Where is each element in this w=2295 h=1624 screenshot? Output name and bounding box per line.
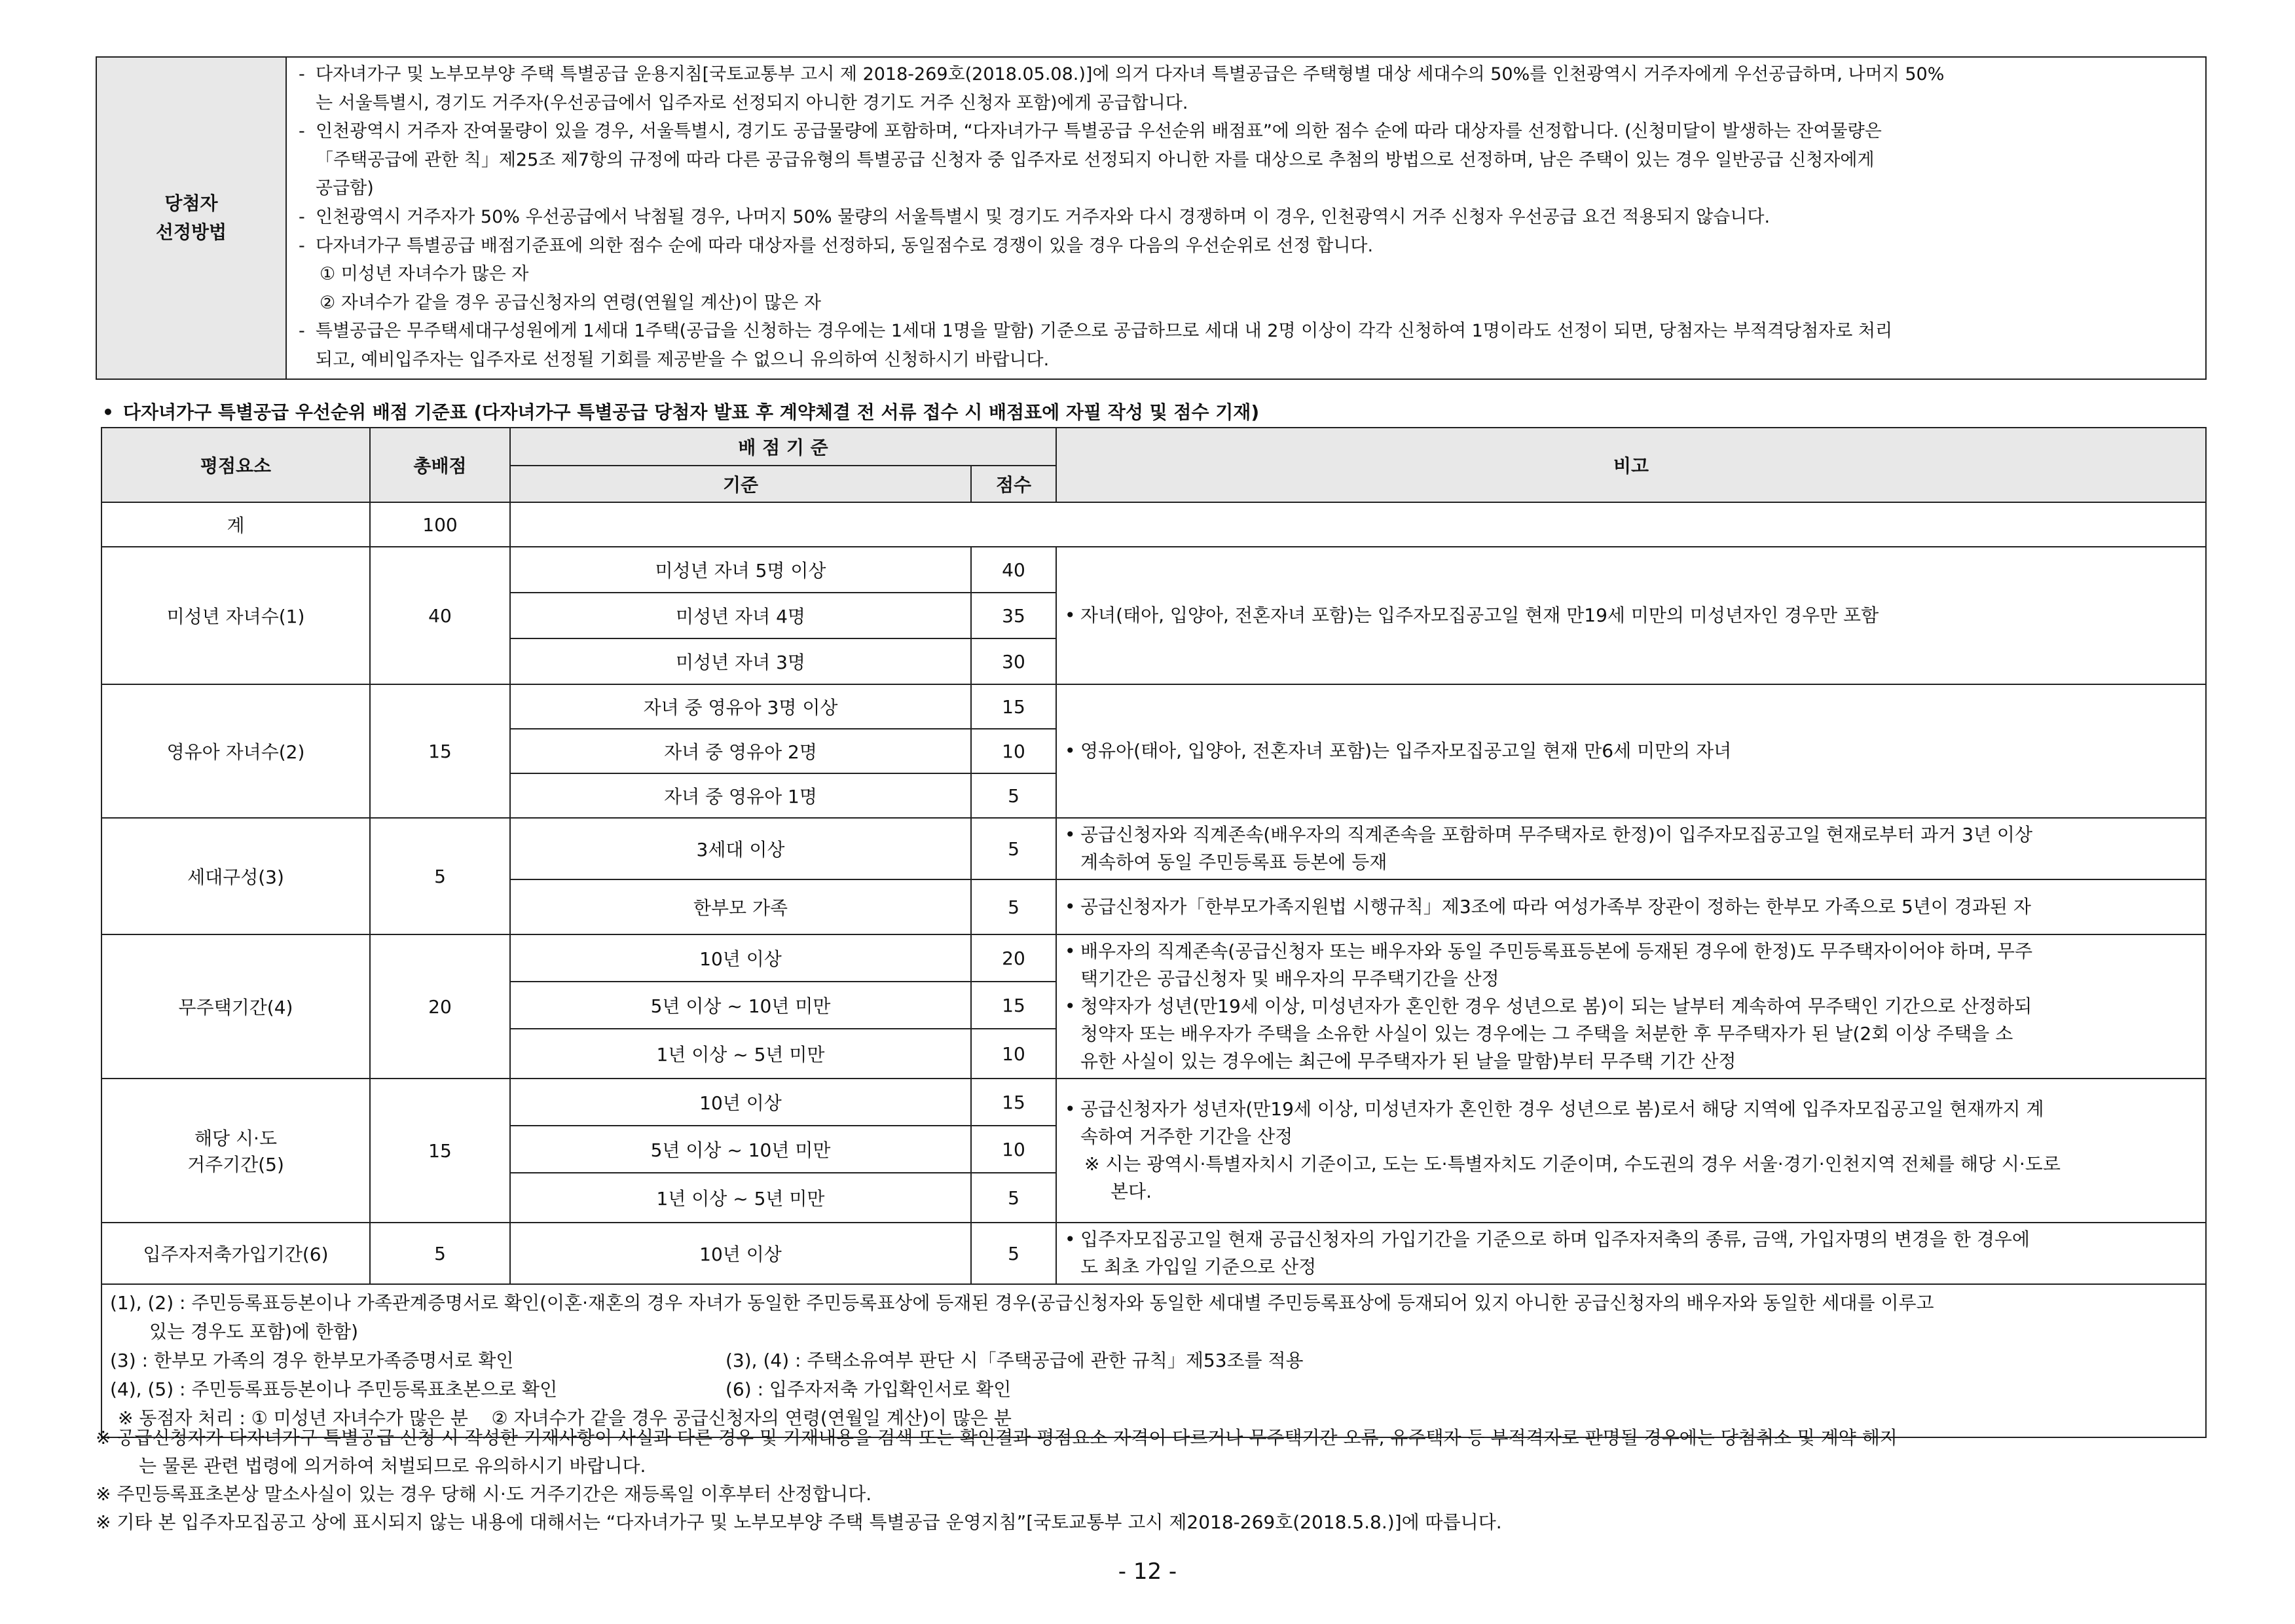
total-empty-cell	[510, 502, 2206, 547]
remark-line: 계속하여 동일 주민등록표 등본에 등재	[1080, 851, 1387, 873]
footer-note: ※ 주민등록표초본상 말소사실이 있는 경우 당해 시·도 거주기간은 재등록일 이후부터 산정합니다.	[96, 1483, 872, 1505]
remark-line: • 공급신청자가「한부모가족지원법 시행규칙」제3조에 따라 여성가족부 장관이 정하는 한부모 가족으로 5년이 경과된 자	[1065, 893, 2192, 921]
element-line: 거주기간(5)	[187, 1154, 284, 1175]
method-line: - 인천광역시 거주자가 50% 우선공급에서 낙첨될 경우, 나머지 50% 물량의 서울특별시 및 경기도 거주자와 다시 경쟁하며 이 경우, 인천광역시 거주 신청자 우선공급 요건 적용되지 않습니다.	[296, 203, 2194, 232]
score-cell: 10	[971, 1126, 1056, 1173]
method-line: - 인천광역시 거주자 잔여물량이 있을 경우, 서울특별시, 경기도 공급물량에 포함하며, “다자녀가구 특별공급 우선순위 배점표”에 의한 점수 순에 따라 대상자를 선정합니다. (신청미달이 발생하는 잔여물량은	[296, 117, 2194, 146]
method-line: ① 미성년 자녀수가 많은 자	[320, 264, 529, 285]
selection-method-label	[96, 57, 286, 379]
remark-line: • 청약자가 성년(만19세 이상, 미성년자가 혼인한 경우 성년으로 봄)이 되는 날부터 계속하여 무주택인 기간으로 산정하되	[1065, 993, 2192, 1020]
method-line: ② 자녀수가 같을 경우 공급신청자의 연령(연월일 계산)이 많은 자	[320, 292, 821, 313]
remarks-cell	[1056, 1223, 2206, 1284]
footnote-part: (3) : 한부모 가족의 경우 한부모가족증명서로 확인	[110, 1350, 514, 1371]
criteria-cell: 10년 이상	[510, 1079, 971, 1126]
score-cell: 40	[971, 547, 1056, 593]
remark-line: 속하여 거주한 기간을 산정	[1080, 1126, 1293, 1147]
header-remarks: 비고	[1056, 428, 2206, 502]
remark-line: • 자녀(태아, 입양아, 전혼자녀 포함)는 입주자모집공고일 현재 만19세 미만의 미성년자인 경우만 포함	[1065, 602, 2192, 629]
remark-line: 유한 사실이 있는 경우에는 최근에 무주택자가 된 날을 말함)부터 무주택 기간 산정	[1080, 1050, 1736, 1072]
footer-note: ※ 공급신청자가 다자녀가구 특별공급 신청 시 작성한 기재사항이 사실과 다른 경우 및 기재내용을 검색 또는 확인결과 평점요소 자격이 다르거나 무주택기간 오류, 유주택자 등 부적격자로 판명될 경우에는 당첨취소 및 계약 해지	[96, 1427, 1898, 1449]
method-line: 는 서울특별시, 경기도 거주자(우선공급에서 입주자로 선정되지 아니한 경기도 거주 신청자 포함)에게 공급합니다.	[316, 92, 1188, 113]
section-heading	[102, 398, 1259, 424]
footnote-part: (4), (5) : 주민등록표등본이나 주민등록표초본으로 확인	[110, 1378, 558, 1400]
score-cell: 15	[971, 982, 1056, 1029]
score-cell: 5	[971, 1223, 1056, 1284]
footnote-part: (6) : 입주자저축 가입확인서로 확인	[725, 1378, 1012, 1400]
remark-line: • 배우자의 직계존속(공급신청자 또는 배우자와 동일 주민등록표등본에 등재된 경우에 한정)도 무주택자이어야 하며, 무주	[1065, 938, 2192, 965]
header-score: 점수	[971, 466, 1056, 502]
remark-line: 청약자 또는 배우자가 주택을 소유한 사실이 있는 경우에는 그 주택을 처분한 후 무주택자가 된 날(2회 이상 주택을 소	[1080, 1023, 2013, 1044]
remarks-cell	[1056, 818, 2206, 879]
footer-notes	[96, 1424, 2205, 1536]
remark-line: 도 최초 가입일 기준으로 산정	[1080, 1256, 1317, 1278]
element-infant-children: 영유아 자녀수(2)	[101, 684, 370, 818]
score-cell: 5	[971, 879, 1056, 934]
total-residence-period: 15	[370, 1079, 510, 1223]
score-cell: 35	[971, 593, 1056, 638]
method-line: - 다자녀가구 특별공급 배점기준표에 의한 점수 순에 따라 대상자를 선정하되, 동일점수로 경쟁이 있을 경우 다음의 우선순위로 선정 합니다.	[296, 232, 2194, 261]
criteria-cell: 자녀 중 영유아 1명	[510, 773, 971, 818]
criteria-cell: 10년 이상	[510, 1223, 971, 1284]
total-label: 계	[101, 502, 370, 547]
score-cell: 5	[971, 818, 1056, 879]
remark-line: • 공급신청자가 성년자(만19세 이상, 미성년자가 혼인한 경우 성년으로 봄)로서 해당 지역에 입주자모집공고일 현재까지 계	[1065, 1096, 2192, 1123]
element-household: 세대구성(3)	[101, 818, 370, 934]
label-line-1: 당첨자	[164, 192, 218, 214]
method-line: - 다자녀가구 및 노부모부양 주택 특별공급 운용지침[국토교통부 고시 제 2018-269호(2018.05.08.)]에 의거 다자녀 특별공급은 주택형별 대상 세대수의 50%를 인천광역시 거주자에게 우선공급하며, 나머지 50%	[296, 60, 2194, 89]
score-cell: 5	[971, 1173, 1056, 1223]
footer-note: ※ 기타 본 입주자모집공고 상에 표시되지 않는 내용에 대해서는 “다자녀가구 및 노부모부양 주택 특별공급 운영지침”[국토교통부 고시 제2018-269호(2018.5.8.)]에 따릅니다.	[96, 1511, 1502, 1533]
score-cell: 15	[971, 1079, 1056, 1126]
element-homeless-period: 무주택기간(4)	[101, 934, 370, 1079]
total-points: 100	[370, 502, 510, 547]
remarks-cell	[1056, 547, 2206, 684]
remarks-cell	[1056, 684, 2206, 818]
page-number: - 12 -	[1118, 1559, 1177, 1585]
criteria-cell: 자녀 중 영유아 3명 이상	[510, 684, 971, 729]
header-element: 평점요소	[101, 428, 370, 502]
total-homeless-period: 20	[370, 934, 510, 1079]
footnote-line	[110, 1346, 2196, 1375]
footnote-part: (3), (4) : 주택소유여부 판단 시「주택공급에 관한 규칙」제53조를 적용	[725, 1350, 1304, 1371]
total-household: 5	[370, 818, 510, 934]
criteria-cell: 한부모 가족	[510, 879, 971, 934]
score-cell: 30	[971, 638, 1056, 684]
criteria-cell: 5년 이상 ~ 10년 미만	[510, 982, 971, 1029]
remark-line: ※ 시는 광역시·특별자치시 기준이고, 도는 도·특별자치도 기준이며, 수도권의 경우 서울·경기·인천지역 전체를 해당 시·도로	[1084, 1153, 2061, 1175]
remark-line: 택기간은 공급신청자 및 배우자의 무주택기간을 산정	[1080, 968, 1499, 989]
criteria-cell: 1년 이상 ~ 5년 미만	[510, 1173, 971, 1223]
criteria-cell: 5년 이상 ~ 10년 미만	[510, 1126, 971, 1173]
remarks-cell	[1056, 934, 2206, 1079]
priority-score-table	[101, 427, 2207, 1438]
remark-line: 본다.	[1111, 1181, 1152, 1202]
section-heading-text: 다자녀가구 특별공급 우선순위 배점 기준표 (다자녀가구 특별공급 당첨자 발표 후 계약체결 전 서류 접수 시 배점표에 자필 작성 및 점수 기재)	[122, 401, 1260, 423]
score-cell: 10	[971, 1029, 1056, 1079]
method-line: 「주택공급에 관한 칙」제25조 제7항의 규정에 따라 다른 공급유형의 특별공급 신청자 중 입주자로 선정되지 아니한 자를 대상으로 추첨의 방법으로 선정하며, 남은 주택이 있는 경우 일반공급 신청자에게	[316, 149, 1875, 170]
footer-note: 는 물론 관련 법령에 의거하여 처벌되므로 유의하시기 바랍니다.	[139, 1455, 646, 1477]
remarks-cell	[1056, 1079, 2206, 1223]
criteria-cell: 10년 이상	[510, 934, 971, 982]
criteria-cell: 미성년 자녀 4명	[510, 593, 971, 638]
total-savings-period: 5	[370, 1223, 510, 1284]
total-infant-children: 15	[370, 684, 510, 818]
header-total: 총배점	[370, 428, 510, 502]
score-cell: 20	[971, 934, 1056, 982]
footnote-line: (1), (2) : 주민등록표등본이나 가족관계증명서로 확인(이혼·재혼의 경우 자녀가 동일한 주민등록표상에 등재된 경우(공급신청자와 동일한 세대별 주민등록표상에 등재되어 있지 아니한 공급신청자의 배우자와 동일한 세대를 이루고	[110, 1292, 1934, 1314]
score-cell: 5	[971, 773, 1056, 818]
criteria-cell: 1년 이상 ~ 5년 미만	[510, 1029, 971, 1079]
method-line: 공급함)	[316, 178, 374, 199]
criteria-cell: 미성년 자녀 3명	[510, 638, 971, 684]
score-cell: 15	[971, 684, 1056, 729]
total-minor-children: 40	[370, 547, 510, 684]
element-minor-children: 미성년 자녀수(1)	[101, 547, 370, 684]
method-line: - 특별공급은 무주택세대구성원에게 1세대 1주택(공급을 신청하는 경우에는 1세대 1명을 말함) 기준으로 공급하므로 세대 내 2명 이상이 각각 신청하여 1명이라도 선정이 되면, 당첨자는 부적격당첨자로 처리	[296, 317, 2194, 346]
selection-method-content	[286, 57, 2206, 379]
element-savings-period: 입주자저축가입기간(6)	[101, 1223, 370, 1284]
footnote-line: ※ 동점자 처리 : ① 미성년 자녀수가 많은 분 ② 자녀수가 같을 경우 공급신청자의 연령(연월일 계산)이 많은 분	[118, 1407, 1012, 1429]
footnote-line: 있는 경우도 포함)에 한함)	[149, 1321, 359, 1342]
remark-line: • 영유아(태아, 입양아, 전혼자녀 포함)는 입주자모집공고일 현재 만6세 미만의 자녀	[1065, 737, 2192, 765]
header-criteria: 기준	[510, 466, 971, 502]
element-line: 해당 시·도	[194, 1128, 277, 1149]
criteria-cell: 자녀 중 영유아 2명	[510, 729, 971, 773]
label-line-2: 선정방법	[155, 221, 227, 243]
criteria-cell: 미성년 자녀 5명 이상	[510, 547, 971, 593]
selection-method-table	[96, 56, 2207, 380]
bullet-icon: •	[102, 401, 114, 423]
remark-line: • 입주자모집공고일 현재 공급신청자의 가입기간을 기준으로 하며 입주자저축의 종류, 금액, 가입자명의 변경을 한 경우에	[1065, 1226, 2192, 1253]
header-criteria-group: 배 점 기 준	[510, 428, 1056, 466]
criteria-cell: 3세대 이상	[510, 818, 971, 879]
element-residence-period	[101, 1079, 370, 1223]
remarks-cell	[1056, 879, 2206, 934]
method-line: 되고, 예비입주자는 입주자로 선정될 기회를 제공받을 수 없으니 유의하여 신청하시기 바랍니다.	[316, 349, 1050, 370]
footnote-line	[110, 1375, 2196, 1404]
score-cell: 10	[971, 729, 1056, 773]
remark-line: • 공급신청자와 직계존속(배우자의 직계존속을 포함하며 무주택자로 한정)이 입주자모집공고일 현재로부터 과거 3년 이상	[1065, 821, 2192, 849]
table-footnotes	[101, 1284, 2206, 1437]
